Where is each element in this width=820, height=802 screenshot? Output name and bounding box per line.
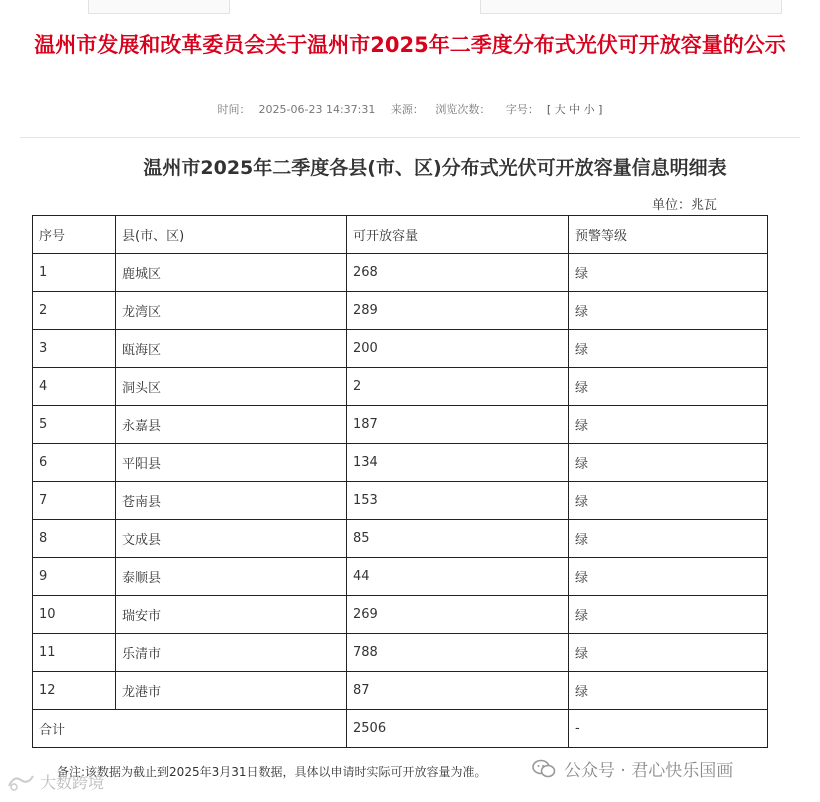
top-nav-segment[interactable] — [88, 0, 230, 14]
wechat-icon — [532, 759, 556, 779]
district-cell: 永嘉县 — [116, 406, 347, 444]
total-warning-cell: - — [569, 710, 768, 748]
row-index-cell: 8 — [33, 520, 116, 558]
district-cell: 龙港市 — [116, 672, 347, 710]
row-index-cell: 7 — [33, 482, 116, 520]
capacity-cell: 268 — [347, 254, 569, 292]
warning-level-cell: 绿 — [569, 406, 768, 444]
time-label: 时间： — [217, 103, 251, 116]
table-header-row — [33, 216, 768, 254]
warning-level-cell: 绿 — [569, 292, 768, 330]
font-size-label: 字号： — [505, 103, 539, 116]
unit-label: 单位：兆瓦 — [652, 198, 718, 213]
row-index-cell: 5 — [33, 406, 116, 444]
time-meta — [214, 103, 380, 116]
table-row — [33, 292, 768, 330]
source-watermark — [6, 770, 104, 793]
table-row — [33, 672, 768, 710]
header-cell: 县(市、区) — [116, 216, 347, 254]
table-row — [33, 406, 768, 444]
total-label-cell: 合计 — [33, 710, 347, 748]
wechat-watermark — [532, 756, 733, 781]
capacity-cell: 85 — [347, 520, 569, 558]
warning-level-cell: 绿 — [569, 444, 768, 482]
time-value: 2025-06-23 14:37:31 — [258, 103, 376, 116]
capacity-cell: 200 — [347, 330, 569, 368]
header-cell: 预警等级 — [569, 216, 768, 254]
header-cell: 序号 — [33, 216, 116, 254]
warning-level-cell: 绿 — [569, 558, 768, 596]
warning-level-cell: 绿 — [569, 596, 768, 634]
row-index-cell: 9 — [33, 558, 116, 596]
table-row — [33, 482, 768, 520]
views-label: 浏览次数： — [435, 103, 491, 116]
warning-level-cell: 绿 — [569, 254, 768, 292]
district-cell: 瓯海区 — [116, 330, 347, 368]
warning-level-cell: 绿 — [569, 330, 768, 368]
row-index-cell: 12 — [33, 672, 116, 710]
top-nav-bar — [0, 0, 820, 14]
district-cell: 龙湾区 — [116, 292, 347, 330]
table-total-row — [33, 710, 768, 748]
source-watermark-text: 大数跨境 — [40, 773, 105, 792]
total-capacity-cell: 2506 — [347, 710, 569, 748]
district-cell: 平阳县 — [116, 444, 347, 482]
row-index-cell: 4 — [33, 368, 116, 406]
table-row — [33, 368, 768, 406]
capacity-cell: 289 — [347, 292, 569, 330]
page-title: 温州市发展和改革委员会关于温州市2025年二季度分布式光伏可开放容量的公示 — [34, 33, 786, 57]
row-index-cell: 2 — [33, 292, 116, 330]
district-cell: 泰顺县 — [116, 558, 347, 596]
row-index-cell: 1 — [33, 254, 116, 292]
wechat-watermark-text: 公众号 · 君心快乐国画 — [564, 761, 734, 781]
capacity-cell: 788 — [347, 634, 569, 672]
table-row — [33, 444, 768, 482]
warning-level-cell: 绿 — [569, 520, 768, 558]
warning-level-cell: 绿 — [569, 368, 768, 406]
district-cell: 苍南县 — [116, 482, 347, 520]
capacity-cell: 87 — [347, 672, 569, 710]
logo-icon — [6, 772, 36, 792]
header-cell: 可开放容量 — [347, 216, 569, 254]
top-nav-segment[interactable] — [480, 0, 782, 14]
table-row — [33, 558, 768, 596]
article-meta — [0, 101, 820, 117]
row-index-cell: 11 — [33, 634, 116, 672]
table-row — [33, 330, 768, 368]
font-size-options[interactable]: [ 大 中 小 ] — [546, 103, 603, 116]
capacity-table — [32, 215, 768, 748]
table-title: 温州市2025年二季度各县(市、区)分布式光伏可开放容量信息明细表 — [143, 157, 727, 179]
capacity-cell: 134 — [347, 444, 569, 482]
capacity-cell: 44 — [347, 558, 569, 596]
font-size-control — [502, 103, 607, 116]
district-cell: 洞头区 — [116, 368, 347, 406]
capacity-cell: 269 — [347, 596, 569, 634]
table-row — [33, 634, 768, 672]
capacity-cell: 2 — [347, 368, 569, 406]
table-row — [33, 254, 768, 292]
warning-level-cell: 绿 — [569, 482, 768, 520]
footnote: 备注:该数据为截止到2025年3月31日数据，具体以申请时实际可开放容量为准。 — [57, 765, 487, 779]
row-index-cell: 10 — [33, 596, 116, 634]
capacity-cell: 187 — [347, 406, 569, 444]
warning-level-cell: 绿 — [569, 672, 768, 710]
row-index-cell: 6 — [33, 444, 116, 482]
district-cell: 文成县 — [116, 520, 347, 558]
district-cell: 乐清市 — [116, 634, 347, 672]
warning-level-cell: 绿 — [569, 634, 768, 672]
district-cell: 瑞安市 — [116, 596, 347, 634]
row-index-cell: 3 — [33, 330, 116, 368]
table-row — [33, 520, 768, 558]
source-label: 来源： — [390, 103, 424, 116]
capacity-cell: 153 — [347, 482, 569, 520]
table-row — [33, 596, 768, 634]
divider — [20, 137, 800, 138]
district-cell: 鹿城区 — [116, 254, 347, 292]
